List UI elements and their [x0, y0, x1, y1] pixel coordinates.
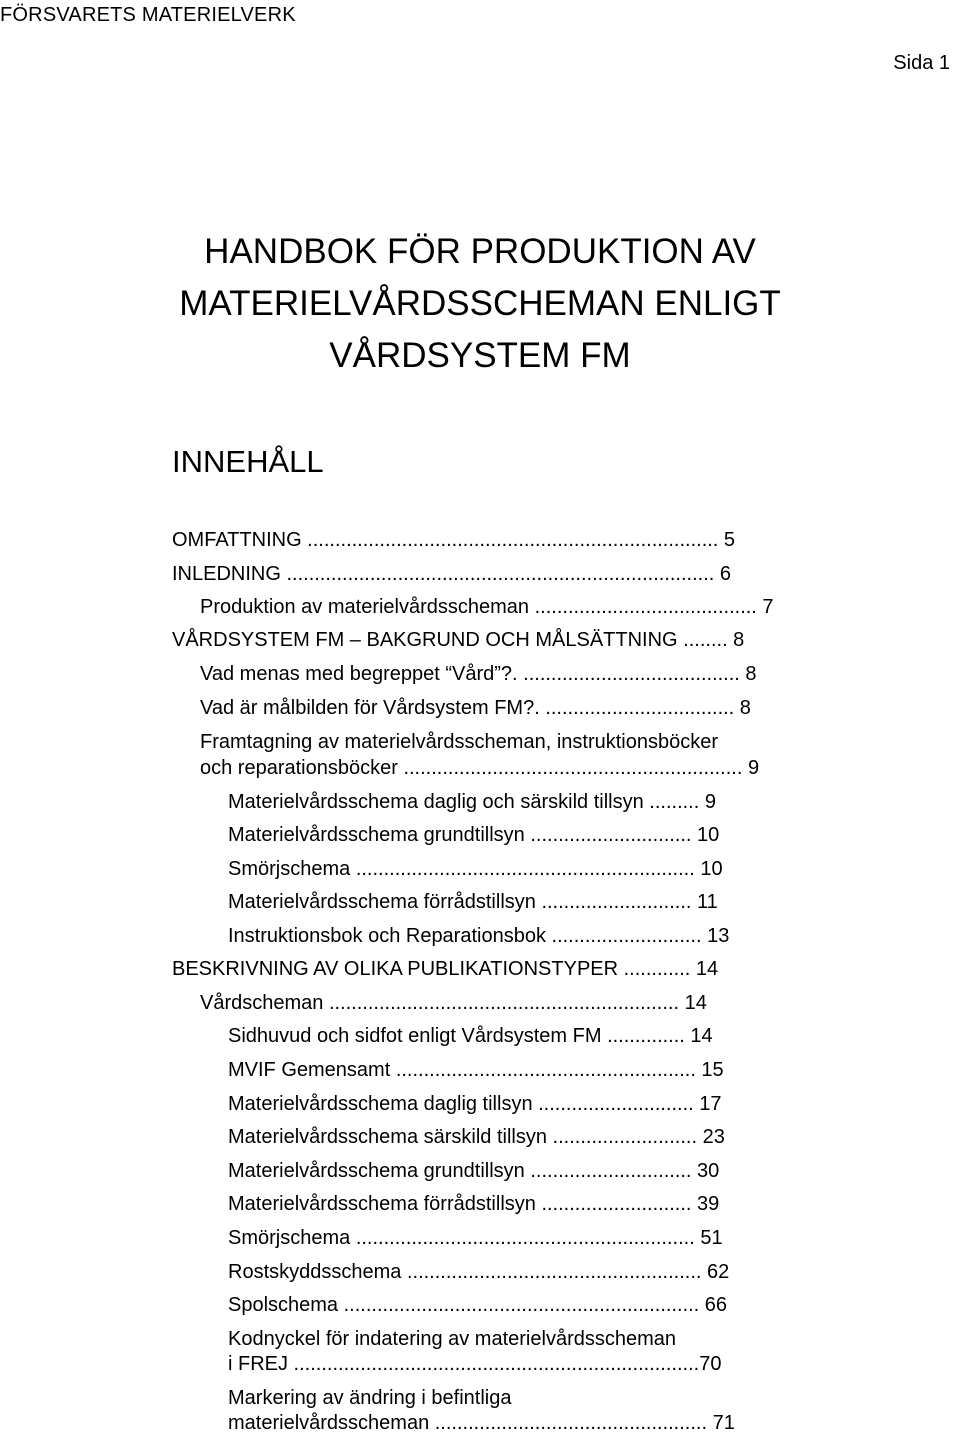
toc-entry[interactable]: OMFATTNING .......................................................................... 5	[172, 529, 736, 551]
toc-entry[interactable]: materielvårdsscheman ................................................. 71	[228, 1412, 735, 1434]
toc-entry[interactable]: VÅRDSYSTEM FM – BAKGRUND OCH MÅLSÄTTNING ........ 8	[172, 629, 745, 651]
toc-entry[interactable]: Kodnyckel för indatering av materielvårdsscheman	[228, 1328, 676, 1350]
document-title-line-1: HANDBOK FÖR PRODUKTION AV	[204, 232, 756, 271]
toc-entry[interactable]: Smörjschema ............................................................. 51	[228, 1227, 723, 1249]
toc-entry[interactable]: Materielvårdsschema daglig och särskild tillsyn ......... 9	[228, 791, 716, 813]
toc-entry[interactable]: Vårdscheman ............................................................... 14	[200, 992, 707, 1014]
toc-entry[interactable]: och reparationsböcker ............................................................. 9	[200, 757, 760, 779]
toc-entry[interactable]: Smörjschema ............................................................. 10	[228, 858, 723, 880]
toc-entry[interactable]: INLEDNING ............................................................................. 6	[172, 563, 732, 585]
toc-heading: INNEHÅLL	[172, 444, 324, 479]
toc-entry[interactable]: Materielvårdsschema särskild tillsyn .......................... 23	[228, 1126, 725, 1148]
document-title-line-3: VÅRDSYSTEM FM	[329, 336, 631, 375]
header-organization: FÖRSVARETS MATERIELVERK	[0, 4, 296, 26]
toc-entry[interactable]: Markering av ändring i befintliga	[228, 1387, 512, 1409]
page-number: Sida 1	[893, 52, 950, 74]
toc-entry[interactable]: Vad är målbilden för Vårdsystem FM?. .................................. 8	[200, 697, 751, 719]
toc-entry[interactable]: Materielvårdsschema daglig tillsyn ............................ 17	[228, 1093, 722, 1115]
toc-entry[interactable]: i FREJ .........................................................................70	[228, 1353, 722, 1375]
toc-entry[interactable]: Rostskyddsschema ..................................................... 62	[228, 1261, 730, 1283]
toc-entry[interactable]: MVIF Gemensamt ...................................................... 15	[228, 1059, 724, 1081]
toc-entry[interactable]: Sidhuvud och sidfot enligt Vårdsystem FM .............. 14	[228, 1025, 713, 1047]
toc-entry[interactable]: Materielvårdsschema förrådstillsyn ........................... 11	[228, 891, 718, 913]
toc-entry[interactable]: Framtagning av materielvårdsscheman, instruktionsböcker	[200, 731, 718, 753]
toc-entry[interactable]: Materielvårdsschema grundtillsyn ............................. 30	[228, 1160, 720, 1182]
toc-entry[interactable]: Produktion av materielvårdsscheman ........................................ 7	[200, 596, 774, 618]
toc-entry[interactable]: Materielvårdsschema förrådstillsyn ........................... 39	[228, 1193, 720, 1215]
toc-entry[interactable]: Materielvårdsschema grundtillsyn ............................. 10	[228, 824, 720, 846]
toc-entry[interactable]: Vad menas med begreppet “Vård”?. ....................................... 8	[200, 663, 757, 685]
toc-entry[interactable]: Spolschema ................................................................ 66	[228, 1294, 728, 1316]
toc-entry[interactable]: Instruktionsbok och Reparationsbok ........................... 13	[228, 925, 730, 947]
toc-entry[interactable]: BESKRIVNING AV OLIKA PUBLIKATIONSTYPER ............ 14	[172, 958, 719, 980]
document-title-line-2: MATERIELVÅRDSSCHEMAN ENLIGT	[179, 284, 781, 323]
